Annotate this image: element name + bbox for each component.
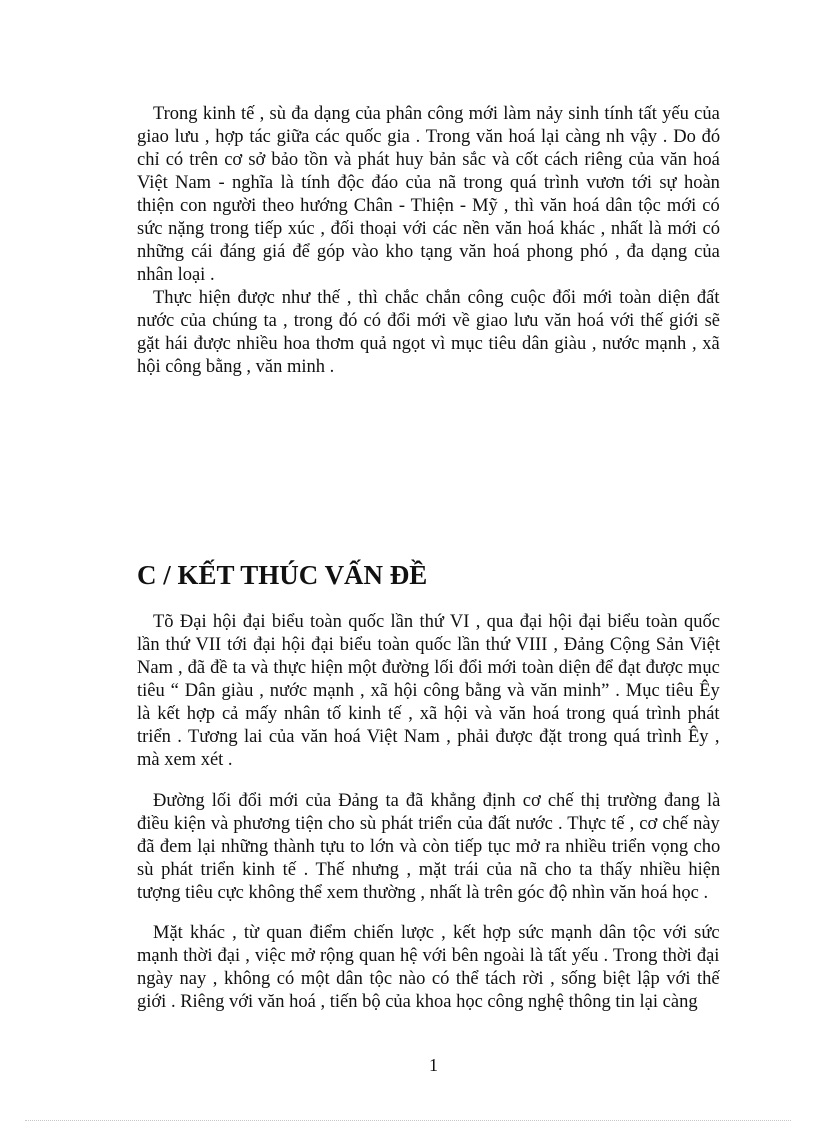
- text-line: thiện con người theo hướng Chân - Thiện - Mỹ , thì văn hoá dân tộc mới có: [137, 196, 720, 216]
- text-line: là kết hợp cả mấy nhân tố kinh tế , xã hội và văn hoá trong quá trình phát: [137, 704, 720, 724]
- text-line: mà xem xét .: [137, 750, 233, 770]
- text-line: sức nặng trong tiếp xúc , đối thoại với các nền văn hoá khác , nhất là mới có: [137, 219, 720, 239]
- text-line: Nam , đã đề ta và thực hiện một đường lối đổi mới toàn diện để đạt được mục: [137, 658, 720, 678]
- text-line: Tõ Đại hội đại biểu toàn quốc lần thứ VI , qua đại hội đại biểu toàn quốc: [153, 612, 720, 632]
- text-line: Đường lối đổi mới của Đảng ta đã khẳng định cơ chế thị trường đang là: [153, 791, 721, 811]
- text-line: những cái đáng giá để góp vào kho tạng văn hoá phong phó , đa dạng của: [137, 242, 720, 262]
- text-line: tiêu “ Dân giàu , nước mạnh , xã hội công bằng và văn minh” . Mục tiêu Êy: [137, 681, 720, 701]
- text-line: nhân loại .: [137, 265, 215, 285]
- section-heading: C / KẾT THÚC VẤN ĐỀ: [137, 560, 428, 590]
- text-line: Việt Nam - nghĩa là tính độc đáo của nã trong quá trình vươn tới sự hoàn: [137, 173, 720, 193]
- text-line: điều kiện và phương tiện cho sù phát triển của đất nước . Thực tế , cơ chế này: [137, 814, 720, 834]
- text-line: gặt hái được nhiều hoa thơm quả ngọt vì mục tiêu dân giàu , nước mạnh , xã: [137, 334, 720, 354]
- text-line: Mặt khác , từ quan điểm chiến lược , kết hợp sức mạnh dân tộc với sức: [153, 923, 720, 943]
- text-line: tượng tiêu cực không thể xem thường , nhất là trên góc độ nhìn văn hoá học .: [137, 883, 709, 903]
- text-line: nước của chúng ta , trong đó có đổi mới về giao lưu văn hoá với thế giới sẽ: [137, 311, 720, 331]
- text-line: triển . Tương lai của văn hoá Việt Nam , phải được đặt trong quá trình Êy ,: [137, 727, 720, 747]
- text-line: hội công bằng , văn minh .: [137, 357, 335, 377]
- text-line: đã đem lại những thành tựu to lớn và còn tiếp tục mở ra nhiều triển vọng cho: [137, 837, 721, 857]
- text-line: Trong kinh tế , sù đa dạng của phân công mới làm nảy sinh tính tất yếu của: [153, 104, 720, 124]
- page-bottom-rule: [25, 1120, 791, 1121]
- page-number: 1: [429, 1055, 438, 1075]
- text-line: giao lưu , hợp tác giữa các quốc gia . Trong văn hoá lại càng nh vậy . Do đó: [137, 127, 721, 147]
- text-line: ngày nay , không có một dân tộc nào có thể tách rời , sống biệt lập với thế: [137, 969, 720, 989]
- text-line: chỉ có trên cơ sở bảo tồn và phát huy bản sắc và cốt cách riêng của văn hoá: [137, 150, 720, 170]
- text-line: sù phát triển kinh tế . Thế nhưng , mặt trái của nã cho ta thấy nhiều hiện: [137, 860, 721, 880]
- text-line: Thực hiện được như thế , thì chắc chắn công cuộc đổi mới toàn diện đất: [153, 288, 720, 308]
- text-line: mạnh thời đại , việc mở rộng quan hệ với bên ngoài là tất yếu . Trong thời đại: [137, 946, 720, 966]
- text-line: giới . Riêng với văn hoá , tiến bộ của khoa học công nghệ thông tin lại càng: [137, 992, 698, 1012]
- text-line: lần thứ VII tới đại hội đại biểu toàn quốc lần thứ VIII , Đảng Cộng Sản Việt: [137, 635, 720, 655]
